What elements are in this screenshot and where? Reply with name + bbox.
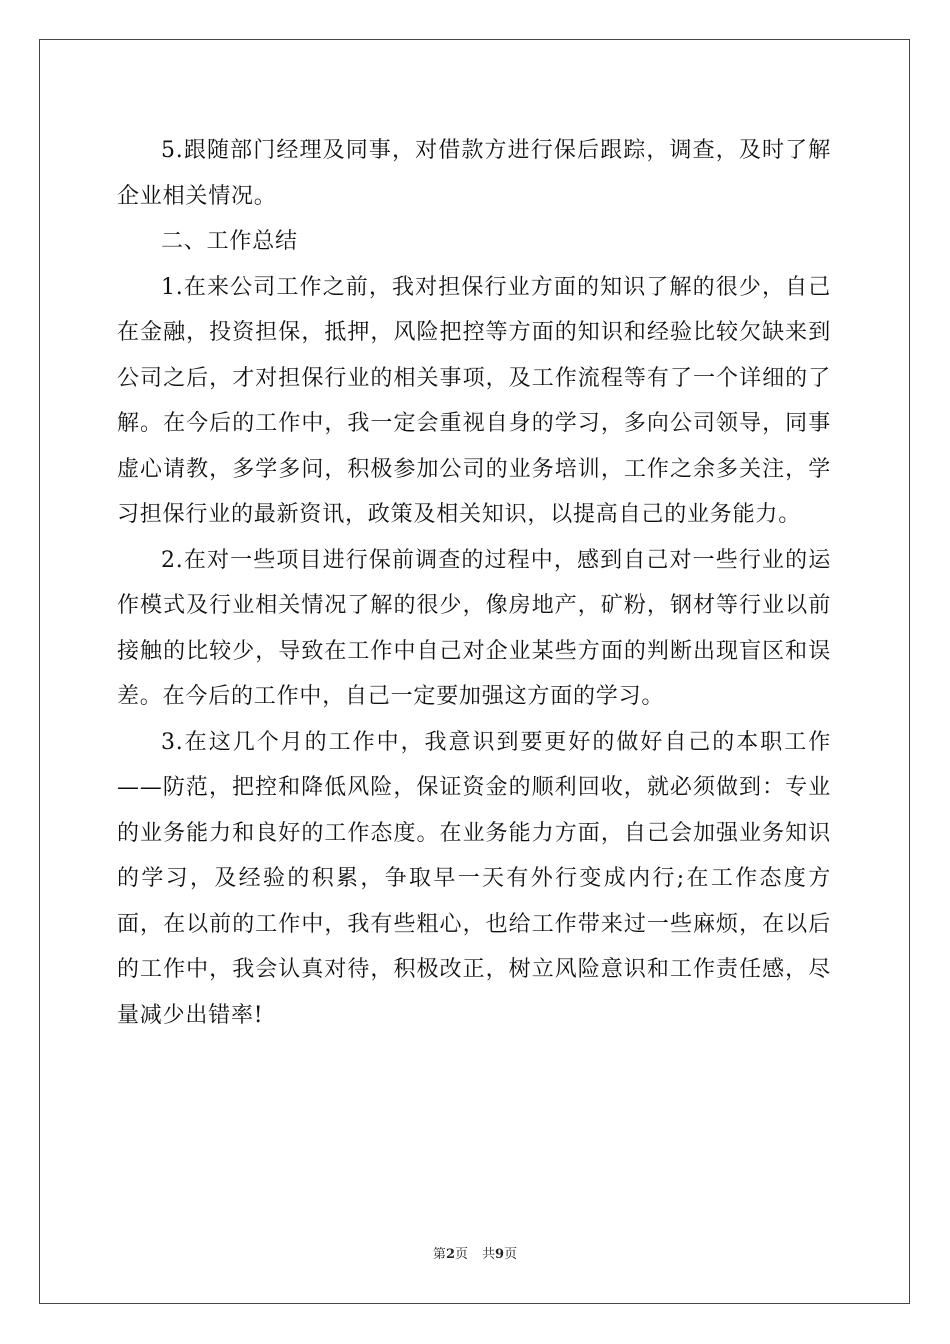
paragraph-summary-1: 1.在来公司工作之前，我对担保行业方面的知识了解的很少，自己在金融，投资担保，抵押，风险把控等方面的知识和经验比较欠缺来到公司之后，才对担保行业的相关事项，及工作流程等有了一个详细的了解。在今后的工作中，我一定会重视自身的学习，多向公司领导，同事虚心请教，多学多问，积极参加公司的业务培训，工作之余多关注，学习担保行业的最新资讯，政策及相关知识，以提高自己的业务能力。: [117, 274, 831, 527]
document-body: [117, 128, 831, 1038]
page-footer: [0, 1246, 950, 1264]
page-number-label: 第2页: [432, 1247, 468, 1262]
paragraph-summary-2: 2.在对一些项目进行保前调查的过程中，感到自己对一些行业的运作模式及行业相关情况了解的很少，像房地产，矿粉，钢材等行业以前接触的比较少，导致在工作中自己对企业某些方面的判断出现盲区和误差。在今后的工作中，自己一定要加强这方面的学习。: [117, 547, 831, 709]
paragraph-summary-3: 3.在这几个月的工作中，我意识到要更好的做好自己的本职工作——防范，把控和降低风险，保证资金的顺利回收，就必须做到：专业的业务能力和良好的工作态度。在业务能力方面，自己会加强业务知识的学习，及经验的积累，争取早一天有外行变成内行;在工作态度方面，在以前的工作中，我有些粗心，也给工作带来过一些麻烦，在以后的工作中，我会认真对待，积极改正，树立风险意识和工作责任感，尽量减少出错率!: [117, 729, 831, 1028]
paragraph-item-5: 5.跟随部门经理及同事，对借款方进行保后跟踪，调查，及时了解企业相关情况。: [117, 138, 831, 209]
section-heading-work-summary: 二、工作总结: [161, 229, 298, 254]
total-pages-label: 共9页: [482, 1247, 518, 1262]
total-page-number: 9: [495, 1247, 505, 1262]
current-page-number: 2: [445, 1247, 455, 1262]
